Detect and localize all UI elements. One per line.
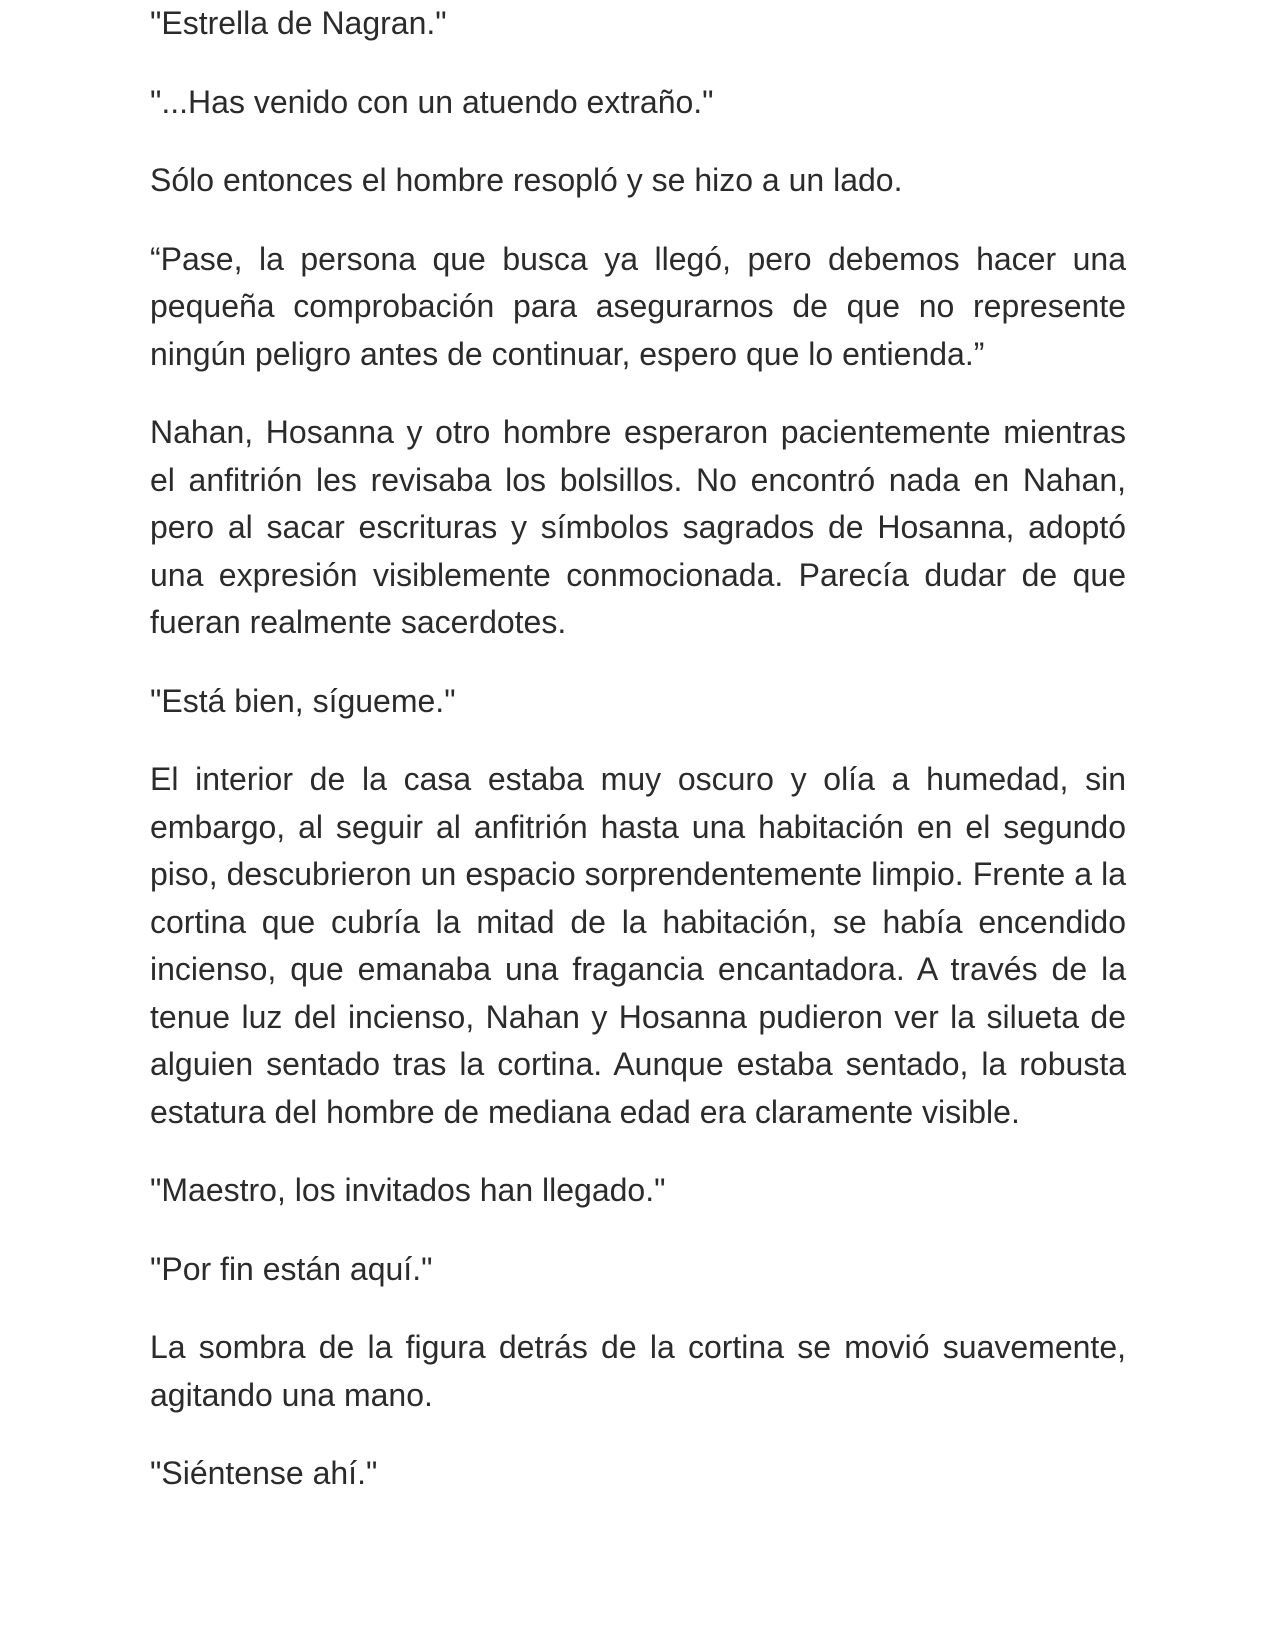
paragraph-9: "Por fin están aquí." bbox=[150, 1250, 433, 1287]
paragraph-1: "Estrella de Nagran." bbox=[150, 5, 447, 41]
paragraph-6: "Está bien, sígueme." bbox=[150, 682, 456, 719]
paragraph-5: Nahan, Hosanna y otro hombre esperaron pacientemente mientras el anfitrión les revisaba los bolsillos. No encontró nada en Nahan, pero al sacar escrituras y símbolos sagrados de Hosanna, adoptó una expresión visiblemente conmocionada. Parecía dudar de que fueran realmente sacerdotes. bbox=[150, 414, 1126, 640]
document-page bbox=[150, 0, 1126, 1529]
paragraph-10: La sombra de la figura detrás de la cortina se movió suavemente, agitando una mano. bbox=[150, 1329, 1126, 1413]
paragraph-11: "Siéntense ahí." bbox=[150, 1455, 378, 1491]
paragraph-7: El interior de la casa estaba muy oscuro y olía a humedad, sin embargo, al seguir al anfitrión hasta una habitación en el segundo piso, descubrieron un espacio sorprendentemente limpio. Frente a la cortina que cubría la mitad de la habitación, se había encendido incienso, que emanaba una fragancia encantadora. A través de la tenue luz del incienso, Nahan y Hosanna pudieron ver la silueta de alguien sentado tras la cortina. Aunque estaba sentado, la robusta estatura del hombre de mediana edad era claramente visible. bbox=[150, 761, 1126, 1130]
paragraph-8: "Maestro, los invitados han llegado." bbox=[150, 1172, 666, 1208]
paragraph-3: Sólo entonces el hombre resopló y se hizo a un lado. bbox=[150, 162, 903, 198]
paragraph-4: “Pase, la persona que busca ya llegó, pero debemos hacer una pequeña comprobación para asegurarnos de que no represente ningún peligro antes de continuar, espero que lo entienda.” bbox=[150, 240, 1126, 372]
paragraph-2: "...Has venido con un atuendo extraño." bbox=[150, 83, 714, 120]
